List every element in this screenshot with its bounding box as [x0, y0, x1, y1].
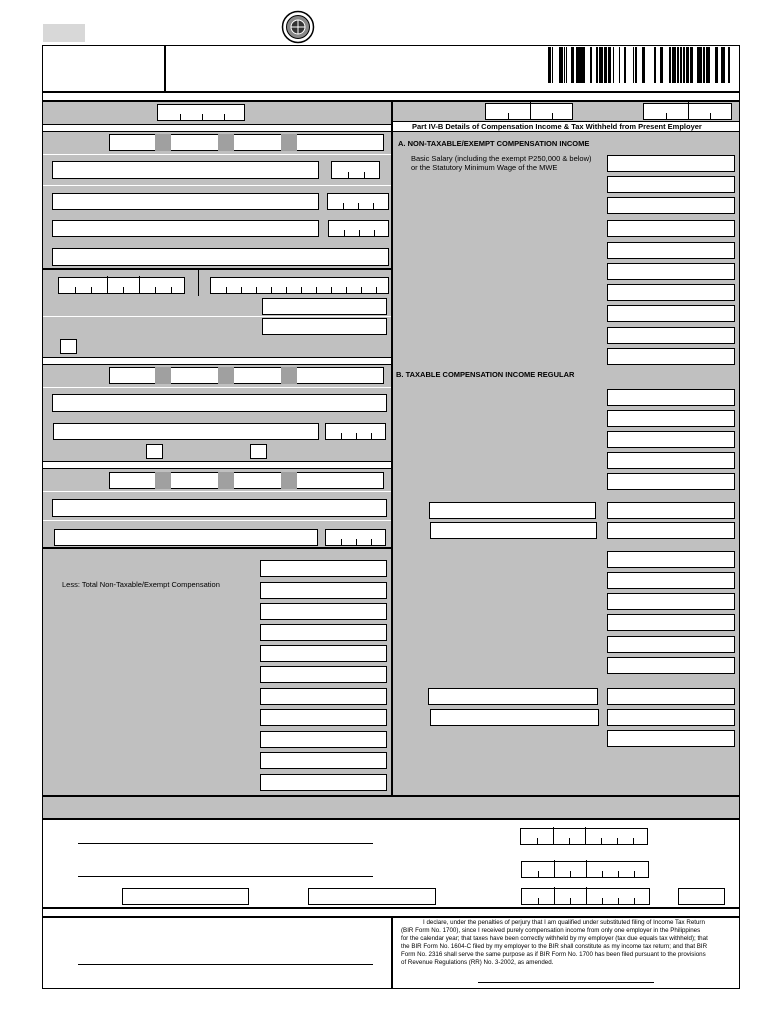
contact-number-field[interactable] [210, 277, 389, 294]
amount-field-23[interactable] [607, 657, 735, 674]
smw-per-day-field[interactable] [262, 298, 387, 315]
basic-salary-label-2: or the Statutory Minimum Wage of the MWE [411, 163, 558, 172]
summary-amount-field-11[interactable] [260, 774, 387, 791]
main-employer-checkbox[interactable] [146, 444, 163, 459]
less-non-taxable-label: Less: Total Non-Taxable/Exempt Compensation [62, 580, 220, 589]
rdo-code-field[interactable] [331, 161, 380, 179]
thin-separator [42, 908, 740, 917]
amount-field-19[interactable] [607, 572, 735, 589]
amount-paid-field[interactable] [678, 888, 725, 905]
section-a-heading: A. NON-TAXABLE/EXEMPT COMPENSATION INCOME [398, 139, 590, 148]
employer-zip-field[interactable] [325, 423, 386, 440]
summary-amount-field-7[interactable] [260, 688, 387, 705]
summary-amount-field-5[interactable] [260, 645, 387, 662]
declaration-line-5: Form No. 2316 shall serve the same purpose as if BIR Form No. 1700 has been filed pursuant to the provisions [401, 951, 706, 958]
amount-field-6[interactable] [607, 263, 735, 280]
row-spacer [43, 461, 391, 469]
amount-field-10[interactable] [607, 348, 735, 365]
amount-field-5[interactable] [607, 242, 735, 259]
summary-amount-field-2[interactable] [260, 582, 387, 599]
declaration-divider [391, 917, 393, 989]
amount-field-3[interactable] [607, 197, 735, 214]
employee-tin-field[interactable] [109, 134, 384, 151]
employer-address-field[interactable] [53, 423, 319, 440]
summary-amount-field-3[interactable] [260, 603, 387, 620]
period-to-field[interactable] [643, 103, 732, 120]
mwe-check-row [43, 337, 391, 357]
date-issue-field[interactable] [521, 888, 650, 905]
amount-field-7[interactable] [607, 284, 735, 301]
section-b-heading: B. TAXABLE COMPENSATION INCOME REGULAR [396, 370, 575, 379]
registered-address-field[interactable] [52, 193, 319, 210]
row-divider [43, 124, 391, 132]
summary-amount-field-9[interactable] [260, 731, 387, 748]
declaration-line-1: I declare, under the penalties of perjury that I am qualified under substituted filing of Income Tax Return [423, 919, 705, 926]
signature-line-1 [78, 843, 373, 844]
prev-employer-zip-field[interactable] [325, 529, 386, 546]
form-number-box [164, 45, 166, 92]
declaration-line-3: for the calendar year; that taxes have been correctly withheld by my employer (tax due equals tax withheld); that [401, 935, 708, 942]
summary-amount-field-6[interactable] [260, 666, 387, 683]
amount-field-13[interactable] [607, 431, 735, 448]
prev-employer-tin-field[interactable] [109, 472, 384, 489]
declaration-line-4: the BIR Form No. 1604-C filed by my employer to the BIR shall constitute as my income tax return; and that BIR [401, 943, 708, 950]
amount-field-2[interactable] [607, 176, 735, 193]
secondary-employer-checkbox[interactable] [250, 444, 267, 459]
amount-field-18[interactable] [607, 551, 735, 568]
declaration-line-6: of Revenue Regulations (RR) No. 3-2002, as amended. [401, 959, 554, 966]
other-taxable-label-field-1[interactable] [429, 502, 596, 519]
part-iv-b-title: Part IV-B Details of Compensation Income & Tax Withheld from Present Employer [412, 122, 702, 131]
barcode-icon [548, 47, 734, 83]
date-signed-field-2[interactable] [521, 861, 649, 878]
amount-field-26[interactable] [607, 730, 735, 747]
employee-name-field[interactable] [52, 161, 319, 179]
row-divider [198, 270, 199, 296]
amount-field-1[interactable] [607, 155, 735, 172]
amount-field-24[interactable] [607, 688, 735, 705]
employer-signature-line [78, 964, 373, 965]
form-tab [43, 24, 85, 42]
local-address-field[interactable] [52, 220, 319, 237]
zip-code-field-1[interactable] [327, 193, 389, 210]
amount-field-11[interactable] [607, 389, 735, 406]
amount-field-14[interactable] [607, 452, 735, 469]
amount-field-15[interactable] [607, 473, 735, 490]
summary-amount-field-10[interactable] [260, 752, 387, 769]
summary-bar [42, 796, 740, 819]
signature-line-2 [78, 876, 373, 877]
supplementary-label-field-1[interactable] [428, 688, 598, 705]
employer-name-field[interactable] [52, 394, 387, 412]
year-field[interactable] [157, 104, 245, 121]
foreign-address-field[interactable] [52, 248, 389, 266]
amount-field-22[interactable] [607, 636, 735, 653]
employer-type-row [43, 444, 391, 462]
basic-salary-label-1: Basic Salary (including the exempt P250,000 & below) [411, 154, 592, 163]
summary-amount-field-1[interactable] [260, 560, 387, 577]
amount-field-4[interactable] [607, 220, 735, 237]
amount-field-16[interactable] [607, 502, 735, 519]
summary-amount-field-4[interactable] [260, 624, 387, 641]
amount-field-8[interactable] [607, 305, 735, 322]
bir-seal-icon [279, 10, 317, 44]
amount-field-12[interactable] [607, 410, 735, 427]
summary-amount-field-8[interactable] [260, 709, 387, 726]
mwe-checkbox[interactable] [60, 339, 77, 354]
zip-code-field-2[interactable] [328, 220, 389, 237]
header-strip [42, 92, 740, 101]
employer-tin-field[interactable] [109, 367, 384, 384]
prev-employer-address-field[interactable] [54, 529, 318, 546]
other-taxable-label-field-2[interactable] [430, 522, 597, 539]
amount-field-25[interactable] [607, 709, 735, 726]
ctc-number-field[interactable] [122, 888, 249, 905]
employee-signature-line [478, 982, 654, 983]
smw-per-month-field[interactable] [262, 318, 387, 335]
declaration-line-2: (BIR Form No. 1700), since I received purely compensation income from only one employer in the Philippines [401, 927, 701, 934]
birth-date-field[interactable] [58, 277, 185, 294]
prev-employer-name-field[interactable] [52, 499, 387, 517]
amount-field-9[interactable] [607, 327, 735, 344]
place-of-issue-field[interactable] [308, 888, 436, 905]
amount-field-20[interactable] [607, 593, 735, 610]
date-signed-field-1[interactable] [520, 828, 648, 845]
amount-field-17[interactable] [607, 522, 735, 539]
row-spacer [43, 357, 391, 365]
declaration-text [401, 919, 737, 967]
amount-field-21[interactable] [607, 614, 735, 631]
period-from-field[interactable] [485, 103, 573, 120]
supplementary-label-field-2[interactable] [430, 709, 599, 726]
